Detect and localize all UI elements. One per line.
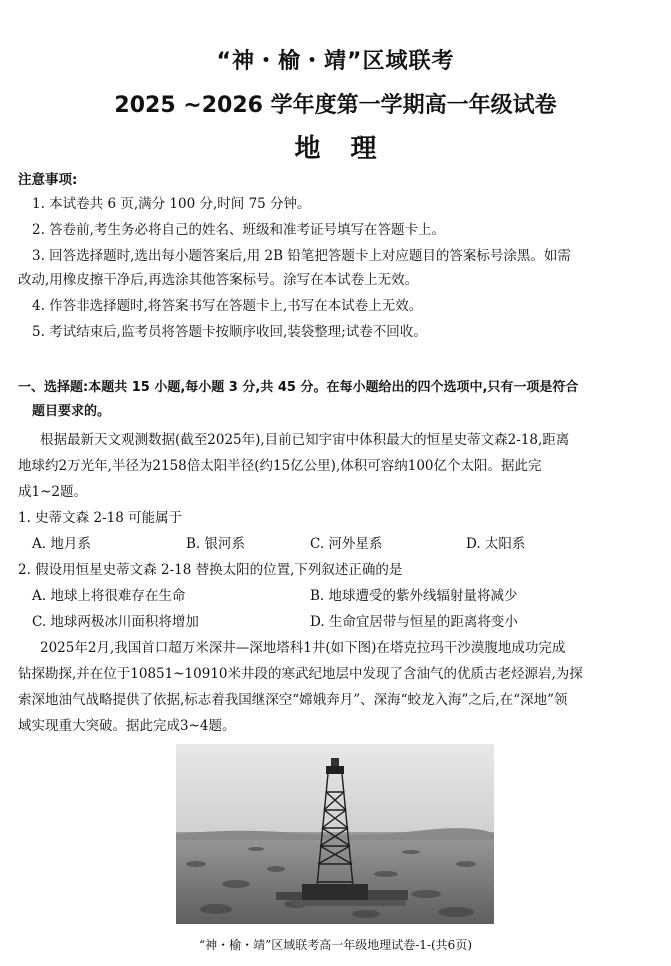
passage-2-line: 钻探勘探,并在位于10851~10910米井段的寒武纪地层中发现了含油气的优质古老烃源岩,为探	[18, 666, 583, 682]
passage-2-line: 域实现重大突破。据此完成3~4题。	[18, 718, 236, 734]
notice-item-continued: 改动,用橡皮擦干净后,再选涂其他答案标号。涂写在本试卷上无效。	[18, 272, 419, 288]
section-heading-continued: 题目要求的。	[32, 404, 111, 419]
section-heading: 一、选择题:本题共 15 小题,每小题 3 分,共 45 分。在每小题给出的四个选项中,只有一项是符合	[18, 380, 579, 395]
q2-option-c: C. 地球两极冰川面积将增加	[32, 614, 199, 630]
passage-1-line: 根据最新天文观测数据(截至2025年),目前已知宇宙中体积最大的恒星史蒂文森2-18,距离	[40, 432, 570, 448]
passage-1-line: 成1~2题。	[18, 484, 87, 500]
notice-item: 3. 回答选择题时,选出每小题答案后,用 2B 铅笔把答题卡上对应题目的答案标号涂黑。如需	[32, 248, 571, 264]
question-2-stem: 2. 假设用恒星史蒂文森 2-18 替换太阳的位置,下列叙述正确的是	[18, 562, 403, 578]
q1-option-d: D. 太阳系	[466, 536, 526, 552]
subject-title: 地理	[294, 134, 407, 164]
notice-heading: 注意事项:	[18, 172, 78, 188]
exam-subtitle: 2025 ~2026 学年度第一学期高一年级试卷	[114, 93, 557, 118]
q2-option-b: B. 地球遭受的紫外线辐射量将减少	[310, 588, 518, 604]
q1-option-a: A. 地月系	[32, 536, 91, 552]
notice-item: 2. 答卷前,考生务必将自己的姓名、班级和准考证号填写在答题卡上。	[32, 222, 445, 238]
passage-2-line: 2025年2月,我国首口超万米深井—深地塔科1井(如下图)在塔克拉玛干沙漠腹地成功完成	[40, 640, 566, 656]
question-1-stem: 1. 史蒂文森 2-18 可能属于	[18, 510, 183, 526]
page-footer: “神・榆・靖”区域联考高一年级地理试卷-1-(共6页)	[198, 938, 472, 952]
passage-2-line: 索深地油气战略提供了依据,标志着我国继深空“嫦娥奔月”、深海“蛟龙入海”之后,在“深地”领	[18, 692, 568, 708]
passage-1-line: 地球约2万光年,半径为2158倍太阳半径(约15亿公里),体积可容纳100亿个太阳。据此完	[18, 458, 542, 474]
notice-item: 1. 本试卷共 6 页,满分 100 分,时间 75 分钟。	[32, 196, 311, 212]
q2-option-d: D. 生命宜居带与恒星的距离将变小	[310, 614, 518, 630]
notice-item: 5. 考试结束后,监考员将答题卡按顺序收回,装袋整理;试卷不回收。	[32, 324, 427, 340]
q1-option-c: C. 河外星系	[310, 536, 383, 552]
exam-title: “神・榆・靖”区域联考	[216, 49, 455, 74]
drilling-rig-photo	[176, 744, 494, 924]
notice-item: 4. 作答非选择题时,将答案书写在答题卡上,书写在本试卷上无效。	[32, 298, 423, 314]
q1-option-b: B. 银河系	[186, 536, 246, 552]
q2-option-a: A. 地球上将很难存在生命	[32, 588, 186, 604]
